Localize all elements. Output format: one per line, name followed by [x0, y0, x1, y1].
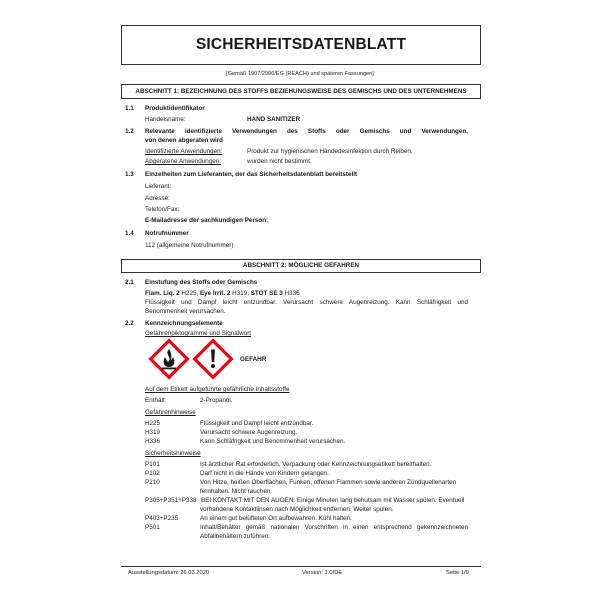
- contains-value: 2-Propanol.: [200, 397, 233, 404]
- hazard-text: Flüssigkeit und Dampf leicht entzündbar.: [200, 420, 314, 427]
- code-flam: H225,: [179, 290, 200, 297]
- hazard-code: H336: [145, 438, 161, 445]
- precaution-text: Darf nicht in die Hände von Kindern gelangen.: [200, 470, 329, 477]
- precaution-text: Ist ärztlicher Rat erforderlich, Verpackung oder Kennzeichnungsetikett bereithalten.: [200, 461, 432, 468]
- hazard-code: H319: [145, 429, 161, 436]
- section-2-2-title: Kennzeichnungselemente: [145, 320, 223, 327]
- classification-desc-line2: Benommenheit verursachen.: [145, 308, 226, 315]
- class-stot: STOT SE 3: [250, 290, 283, 297]
- identified-uses-value: Produkt zur hygienischen Händedesinfektion durch Reiben.: [247, 148, 413, 155]
- version: Version: 1.0/DE: [302, 570, 343, 576]
- precaution-code: P501: [145, 524, 160, 531]
- precaution-code: P305+P351+P338: [145, 497, 197, 504]
- section-1-1-number: 1.1: [125, 105, 134, 112]
- section-1-4-number: 1.4: [125, 230, 134, 237]
- hazard-text: Verursacht schwere Augenreizung.: [200, 429, 298, 436]
- identified-uses-label: Identifizierte Anwendungen:: [145, 148, 223, 155]
- precaution-text: Von Hitze, heißen Oberflächen, Funken, offenen Flammen sowie anderen Zündquellenarten: [200, 479, 457, 486]
- precautionary-statements-heading: Sicherheitshinweise: [145, 450, 201, 457]
- issue-date: Ausstellungsdatum: 26.03.2020: [128, 570, 210, 576]
- emergency-number-value: 112 (allgemeine Notrufnummer): [145, 242, 234, 249]
- address-label: Adresse:: [145, 195, 170, 202]
- class-eye: Eye Irrit. 2: [199, 290, 231, 297]
- section-2-1-number: 2.1: [125, 279, 134, 286]
- precaution-code: P101: [145, 461, 160, 468]
- section-1-4-title: Notrufnummer: [145, 230, 189, 237]
- section-1-2-number: 1.2: [125, 128, 134, 135]
- section-1-heading: ABSCHNITT 1: BEZEICHNUNG DES STOFFS BEZIEHUNGSWEISE DES GEMISCHS UND DES UNTERNEHMENS: [121, 84, 481, 99]
- section-1-3-number: 1.3: [125, 171, 134, 178]
- section-1-2-title-line1: Relevante identifizierte Verwendungen des Stoffs oder Gemischs und Verwendungen,: [145, 128, 468, 135]
- hazard-code: H225: [145, 420, 161, 427]
- pictograms-heading: Gefahrenpiktogramme und Signalwort: [145, 330, 252, 337]
- classification-line: [145, 290, 300, 298]
- document-title: SICHERHEITSDATENBLATT: [195, 36, 407, 53]
- precaution-text: An einem gut belüfteten Ort aufbewahren. Kühl halten.: [200, 515, 352, 522]
- precaution-code: P403+P235: [145, 515, 179, 522]
- phone-fax-label: Telefon/Fax:: [145, 206, 180, 213]
- document-title-box: [121, 25, 481, 65]
- precaution-code: P102: [145, 470, 160, 477]
- signal-word: GEFAHR: [240, 356, 267, 363]
- precaution-text: Inhalt/Behälter gemäß nationalen Vorschriften in einen entsprechend gekennzeichneten: [200, 524, 468, 531]
- advised-against-label: Abgeratene Anwendungen:: [145, 158, 221, 165]
- section-2-heading: ABSCHNITT 2: MÖGLICHE GEFAHREN: [121, 259, 481, 273]
- precaution-code: P210: [145, 479, 160, 486]
- page-number: Seite 1/9: [446, 570, 469, 576]
- supplier-label: Lieferant:: [145, 183, 172, 190]
- precaution-text: Abfallbehältern zuführen.: [200, 533, 271, 540]
- precaution-text: vorhandene Kontaktlinsen nach Möglichkeit entfernen. Weiter spülen.: [200, 506, 394, 513]
- section-1-3-title: Einzelheiten zum Lieferanten, der das Sicherheitsdatenblatt bereitstellt: [145, 171, 358, 178]
- exclamation-pictogram-icon: [192, 338, 234, 380]
- footer-divider: [121, 566, 481, 567]
- section-2-2-number: 2.2: [125, 320, 134, 327]
- precaution-text: fernhalten. Nicht rauchen.: [200, 488, 273, 495]
- regulation-reference: [Gemäß 1907/2006/EG (REACH) und späteren Fassungen]: [226, 71, 374, 77]
- code-stot: H336: [282, 290, 300, 297]
- precaution-text: BEI KONTAKT MIT DEN AUGEN: Einige Minuten lang behutsam mit Wasser spülen. Eventuell: [201, 497, 465, 504]
- code-eye: H319,: [230, 290, 251, 297]
- flame-pictogram-icon: [148, 338, 190, 380]
- hazard-text: Kann Schläfrigkeit und Benommenheit verursachen.: [200, 438, 346, 445]
- trade-name-value: HAND SANITIZER: [247, 116, 301, 123]
- contains-label: Enthält:: [145, 397, 167, 404]
- trade-name-label: Handelsname:: [145, 116, 186, 123]
- hazard-statements-heading: Gefahrenhinweise: [145, 409, 196, 416]
- email-label: E-Mailadresse der sachkundigen Person:: [145, 217, 269, 224]
- class-flam: Flam. Liq. 2: [145, 290, 180, 297]
- section-1-2-title-line2: von denen abgeraten wird: [145, 137, 224, 144]
- classification-desc-line1: Flüssigkeit und Dampf leicht entzündbar. Verursacht schwere Augenreizung. Kann Schläfrigkeit und: [145, 299, 468, 306]
- advised-against-value: wurden nicht bestimmt.: [247, 158, 312, 165]
- hazardous-components-heading: Auf dem Etikett aufgeführte gefährliche Inhaltsstoffe: [145, 386, 290, 393]
- section-2-1-title: Einstufung des Stoffs oder Gemischs: [145, 279, 258, 286]
- section-1-1-title: Produktidentifikator: [145, 105, 205, 112]
